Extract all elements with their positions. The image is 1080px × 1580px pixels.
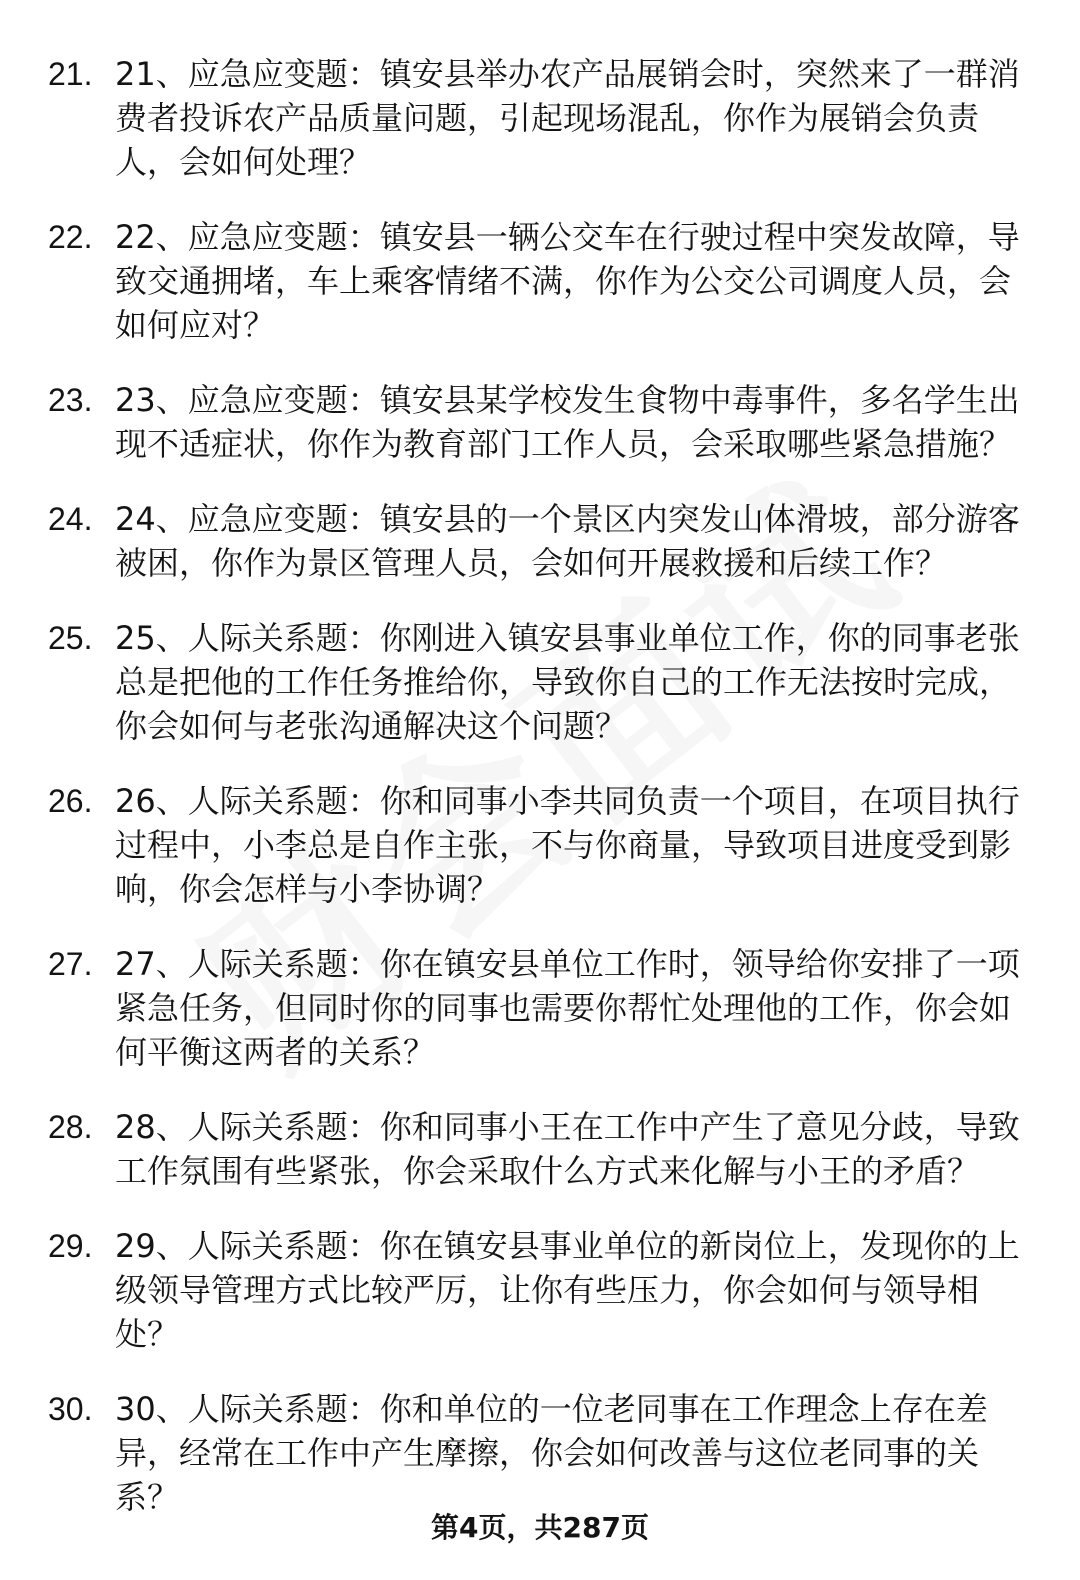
question-text: 24、应急应变题：镇安县的一个景区内突发山体滑坡，部分游客被困，你作为景区管理人员，会如何开展救援和后续工作？ (115, 500, 1020, 582)
question-number: 28. (48, 1109, 93, 1145)
question-text: 30、人际关系题：你和单位的一位老同事在工作理念上存在差异，经常在工作中产生摩擦，你会如何改善与这位老同事的关系？ (115, 1390, 988, 1516)
question-text: 22、应急应变题：镇安县一辆公交车在行驶过程中突发故障，导致交通拥堵，车上乘客情绪不满，你作为公交公司调度人员，会如何应对？ (115, 218, 1020, 344)
question-number: 29. (48, 1228, 93, 1264)
question-text: 23、应急应变题：镇安县某学校发生食物中毒事件，多名学生出现不适症状，你作为教育部门工作人员，会采取哪些紧急措施？ (115, 381, 1020, 463)
question-item (0, 942, 1080, 1105)
question-text: 29、人际关系题：你在镇安县事业单位的新岗位上，发现你的上级领导管理方式比较严厉，让你有些压力，你会如何与领导相处？ (115, 1227, 1020, 1353)
page-footer: 第4页，共287页 (431, 1511, 649, 1544)
question-number: 21. (48, 56, 93, 92)
question-number: 25. (48, 620, 93, 656)
question-item (0, 616, 1080, 779)
question-number: 30. (48, 1391, 93, 1427)
question-text: 25、人际关系题：你刚进入镇安县事业单位工作，你的同事老张总是把他的工作任务推给你，导致你自己的工作无法按时完成，你会如何与老张沟通解决这个问题？ (115, 619, 1020, 745)
question-list (0, 52, 1080, 1519)
question-text: 28、人际关系题：你和同事小王在工作中产生了意见分歧，导致工作氛围有些紧张，你会采取什么方式来化解与小王的矛盾？ (115, 1108, 1020, 1190)
question-number: 26. (48, 783, 93, 819)
question-number: 22. (48, 219, 93, 255)
question-text: 27、人际关系题：你在镇安县单位工作时，领导给你安排了一项紧急任务，但同时你的同事也需要你帮忙处理他的工作，你会如何平衡这两者的关系？ (115, 945, 1020, 1071)
question-item (0, 1105, 1080, 1224)
question-number: 27. (48, 946, 93, 982)
question-text: 21、应急应变题：镇安县举办农产品展销会时，突然来了一群消费者投诉农产品质量问题，引起现场混乱，你作为展销会负责人，会如何处理？ (115, 55, 1020, 181)
question-text: 26、人际关系题：你和同事小李共同负责一个项目，在项目执行过程中，小李总是自作主张，不与你商量，导致项目进度受到影响，你会怎样与小李协调？ (115, 782, 1020, 908)
question-item (0, 497, 1080, 616)
question-item (0, 52, 1080, 215)
question-item (0, 1387, 1080, 1519)
question-number: 24. (48, 501, 93, 537)
question-item (0, 779, 1080, 942)
question-number: 23. (48, 382, 93, 418)
question-item (0, 1224, 1080, 1387)
question-item (0, 378, 1080, 497)
question-item (0, 215, 1080, 378)
